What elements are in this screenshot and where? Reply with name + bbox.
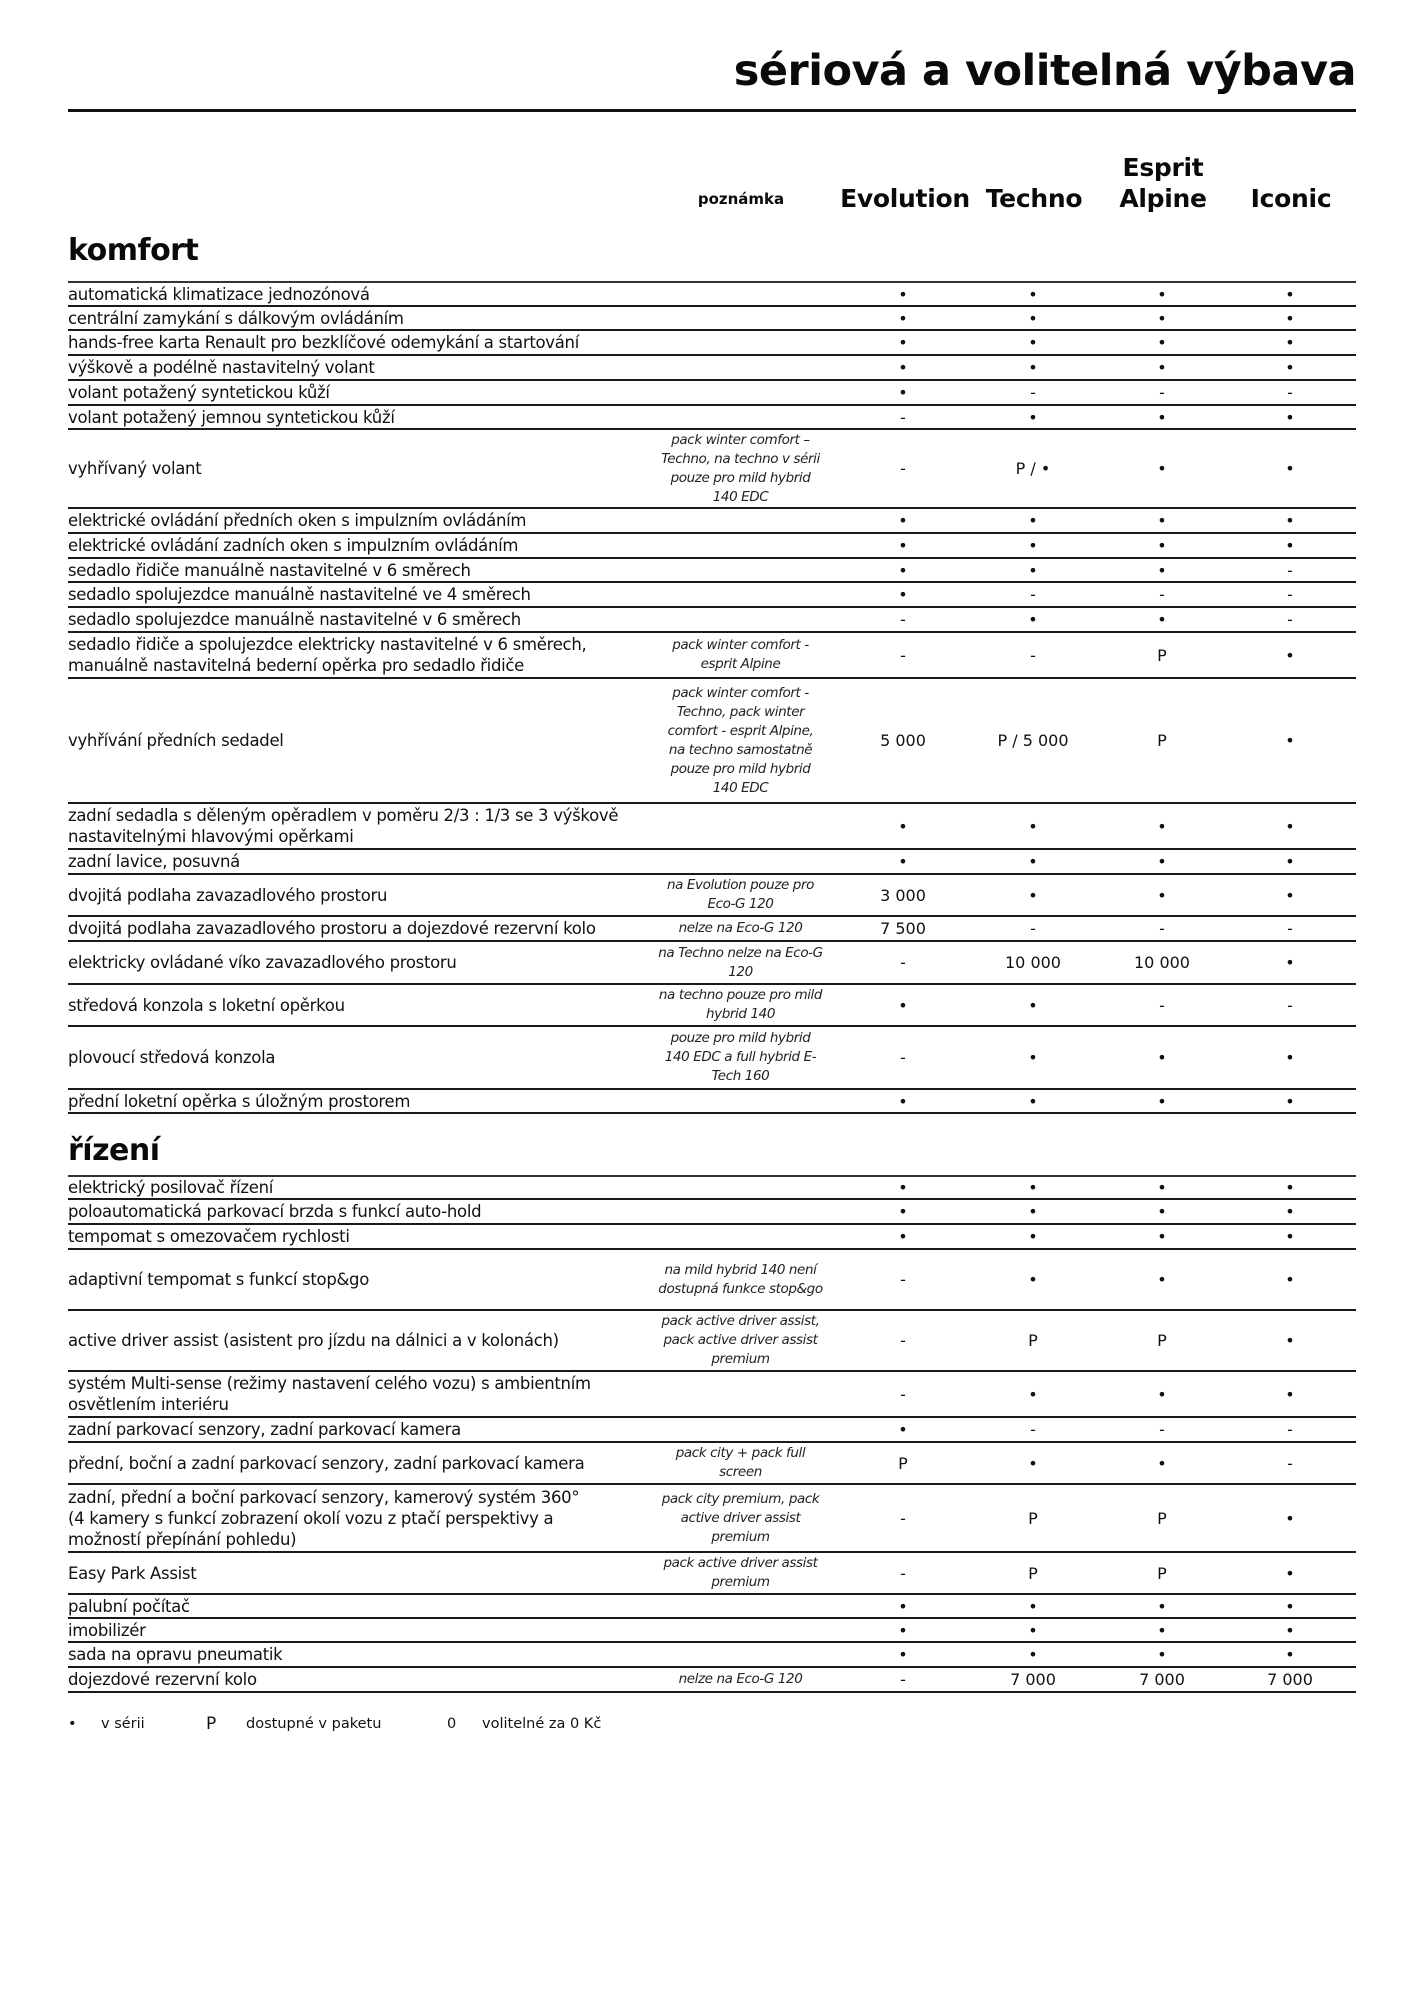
value-iconic: • [1285,1091,1295,1111]
value-iconic: - [1287,1420,1293,1439]
value-evolution: • [898,308,908,328]
value-esprit-alpine: - [1159,1420,1165,1439]
value-techno: - [1030,585,1036,604]
value-esprit-alpine: • [1157,1048,1167,1067]
value-esprit-alpine: • [1157,407,1167,427]
feature-label: elektricky ovládané víko zavazadlového prostoru [68,953,457,972]
feature-note: na techno pouze pro mild hybrid 140 [658,987,823,1022]
value-esprit-alpine: - [1159,919,1165,938]
value-evolution: • [898,560,908,580]
value-evolution: - [900,1331,906,1350]
value-techno: • [1028,284,1038,304]
value-evolution: • [898,1202,908,1221]
value-esprit-alpine: - [1159,585,1165,604]
feature-label: palubní počítač [68,1596,190,1616]
legend-symbol-zero: 0 [447,1716,457,1732]
value-evolution: • [898,852,908,871]
value-evolution: • [898,284,908,304]
value-iconic: • [1285,731,1295,750]
value-evolution: • [898,1178,908,1197]
table-row [68,1595,1356,1619]
value-techno: • [1028,885,1038,905]
value-esprit-alpine: P [1157,731,1167,750]
feature-label: volant potažený syntetickou kůží [68,383,330,402]
value-esprit-alpine: • [1157,1620,1167,1640]
value-iconic: • [1285,1270,1295,1289]
value-esprit-alpine: • [1157,1227,1167,1246]
value-techno: • [1028,816,1038,836]
feature-label: poloautomatická parkovací brzda s funkcí auto-hold [68,1202,482,1221]
feature-label: dvojitá podlaha zavazadlového prostoru [68,885,388,905]
value-evolution: - [900,1670,906,1689]
table-row [68,534,1356,559]
value-esprit-alpine: • [1157,1453,1167,1473]
column-header-line1 [1221,152,1361,183]
value-iconic: • [1285,1563,1295,1583]
value-techno: • [1028,852,1038,871]
value-evolution: P [898,1453,908,1473]
value-esprit-alpine: • [1157,536,1167,555]
value-iconic: • [1285,333,1295,352]
value-evolution: - [900,407,906,427]
table-row [68,1668,1356,1693]
section-title-komfort: komfort [68,233,199,268]
feature-label: zadní parkovací senzory, zadní parkovací kamera [68,1420,461,1439]
value-iconic: • [1285,1596,1295,1616]
feature-note: nelze na Eco-G 120 [678,1671,803,1687]
value-esprit-alpine: P [1157,1331,1167,1350]
table-row [68,1418,1356,1443]
value-evolution: - [900,610,906,629]
value-iconic: • [1285,511,1295,530]
table-row [68,1225,1356,1250]
value-evolution: 7 500 [880,919,926,938]
feature-label: zadní, přední a boční parkovací senzory, kamerový systém 360° (4 kamery s funkcí zobrazení okolí vozu z ptačí perspektivy a možností přepínání pohledu) [68,1487,580,1549]
value-iconic: • [1285,1620,1295,1640]
feature-label: Easy Park Assist [68,1563,197,1583]
table-row [68,381,1356,406]
feature-note: pack active driver assist premium [663,1555,818,1590]
feature-label: zadní lavice, posuvná [68,852,240,871]
value-esprit-alpine: 7 000 [1139,1670,1185,1689]
legend-symbol-package: P [206,1714,217,1734]
table-row [68,850,1356,875]
value-techno: • [1028,407,1038,427]
value-iconic: • [1285,816,1295,836]
feature-note: pack winter comfort - Techno, pack winter comfort - esprit Alpine, na techno samostatně pouze pro mild hybrid 140 EDC [667,684,814,796]
value-evolution: • [898,1227,908,1246]
feature-label: sedadlo řidiče manuálně nastavitelné v 6 směrech [68,560,471,580]
table-row [68,679,1356,804]
table-row [68,281,1356,307]
value-techno: - [1030,383,1036,402]
value-iconic: • [1285,284,1295,304]
value-techno: • [1028,536,1038,555]
value-evolution: • [898,1620,908,1640]
table-row [68,1485,1356,1553]
feature-label: sedadlo spolujezdce manuálně nastavitelné ve 4 směrech [68,585,531,604]
value-iconic: 7 000 [1267,1670,1313,1689]
value-evolution: 3 000 [880,885,926,905]
value-esprit-alpine: • [1157,459,1167,478]
table-row [68,608,1356,633]
value-evolution: - [900,1508,906,1528]
table-row [68,406,1356,430]
value-techno: - [1030,1420,1036,1439]
value-techno: • [1028,1596,1038,1616]
comfort-table [68,281,1356,1114]
table-row [68,509,1356,534]
value-esprit-alpine: • [1157,816,1167,836]
feature-note: pack active driver assist, pack active driver assist premium [661,1313,820,1367]
value-iconic: • [1285,459,1295,478]
value-esprit-alpine: • [1157,1596,1167,1616]
table-row [68,331,1356,356]
feature-note: pack winter comfort - esprit Alpine [672,637,809,672]
column-header-line1: Esprit [1122,153,1204,182]
value-esprit-alpine: - [1159,995,1165,1015]
feature-label: volant potažený jemnou syntetickou kůží [68,407,395,427]
feature-note: na Evolution pouze pro Eco-G 120 [666,877,814,912]
value-esprit-alpine: • [1157,1384,1167,1404]
feature-label: vyhřívaný volant [68,459,202,478]
feature-label: vyhřívání předních sedadel [68,731,284,750]
value-techno: • [1028,1384,1038,1404]
value-evolution: • [898,383,908,402]
column-header-evolution [835,152,975,214]
value-evolution: - [900,1048,906,1067]
value-techno: • [1028,1645,1038,1664]
legend-text-package: dostupné v paketu [246,1716,382,1732]
value-iconic: - [1287,610,1293,629]
value-iconic: • [1285,1048,1295,1067]
table-row [68,1175,1356,1200]
value-techno: - [1030,919,1036,938]
feature-label: adaptivní tempomat s funkcí stop&go [68,1270,370,1289]
feature-label: systém Multi-sense (režimy nastavení celého vozu) s ambientním osvětlením interiéru [68,1374,591,1414]
feature-label: imobilizér [68,1620,146,1640]
value-esprit-alpine: • [1157,1091,1167,1111]
value-techno: • [1028,1178,1038,1197]
value-evolution: 5 000 [880,731,926,750]
value-techno: P / 5 000 [997,731,1069,750]
value-techno: • [1028,995,1038,1015]
value-iconic: • [1285,1384,1295,1404]
value-techno: • [1028,1270,1038,1289]
table-row [68,559,1356,583]
legend-text-standard: v sérii [101,1716,145,1732]
table-row [68,804,1356,850]
value-techno: • [1028,308,1038,328]
value-esprit-alpine: • [1157,1202,1167,1221]
value-esprit-alpine: • [1157,852,1167,871]
value-techno: • [1028,1227,1038,1246]
value-techno: 7 000 [1010,1670,1056,1689]
feature-note: na mild hybrid 140 není dostupná funkce stop&go [658,1261,823,1297]
value-evolution: • [898,1596,908,1616]
value-iconic: • [1285,852,1295,871]
value-esprit-alpine: • [1157,308,1167,328]
value-iconic: - [1287,560,1293,580]
value-iconic: • [1285,308,1295,328]
value-techno: • [1028,1091,1038,1111]
value-techno: P / • [1015,459,1051,478]
value-iconic: - [1287,585,1293,604]
value-techno: • [1028,333,1038,352]
value-esprit-alpine: • [1157,1178,1167,1197]
feature-label: dvojitá podlaha zavazadlového prostoru a dojezdové rezervní kolo [68,919,596,938]
feature-label: plovoucí středová konzola [68,1048,276,1067]
table-row [68,1553,1356,1595]
feature-note: pack winter comfort – Techno, na techno v sérii pouze pro mild hybrid 140 EDC [661,431,820,505]
value-evolution: • [898,816,908,836]
value-esprit-alpine: • [1157,560,1167,580]
feature-label: elektrické ovládání zadních oken s impulzním ovládáním [68,536,519,555]
column-header-line1 [835,152,975,183]
feature-note: pack city premium, pack active driver assist premium [661,1490,820,1545]
feature-label: přední loketní opěrka s úložným prostorem [68,1091,411,1111]
value-iconic: • [1285,953,1295,972]
table-row [68,307,1356,331]
value-techno: • [1028,560,1038,580]
table-row [68,583,1356,608]
table-row [68,985,1356,1027]
value-techno: P [1028,1331,1038,1350]
table-row [68,1200,1356,1225]
feature-label: hands-free karta Renault pro bezklíčové odemykání a startování [68,333,580,352]
feature-label: středová konzola s loketní opěrkou [68,995,345,1015]
column-header-esprit-alpine [1093,152,1233,214]
value-iconic: • [1285,645,1295,665]
value-evolution: • [898,358,908,377]
column-header-line2: Iconic [1250,184,1332,213]
value-techno: • [1028,511,1038,530]
legend-symbol-standard: • [68,1716,77,1732]
table-row [68,942,1356,985]
feature-note: pack city + pack full screen [675,1445,806,1480]
value-evolution: - [900,1270,906,1289]
section-title-rizeni: řízení [68,1133,160,1168]
value-iconic: • [1285,1645,1295,1664]
value-techno: • [1028,610,1038,629]
value-iconic: • [1285,1178,1295,1197]
feature-label: zadní sedadla s děleným opěradlem v poměru 2/3 : 1/3 se 3 výškově nastavitelnými hlavovými opěrkami [68,806,619,846]
table-row [68,1643,1356,1668]
value-techno: • [1028,358,1038,377]
value-esprit-alpine: • [1157,511,1167,530]
value-iconic: • [1285,1331,1295,1350]
value-evolution: • [898,511,908,530]
feature-label: sedadlo spolujezdce manuálně nastavitelné v 6 směrech [68,610,521,629]
value-evolution: - [900,1384,906,1404]
value-esprit-alpine: • [1157,284,1167,304]
legend-text-zero: volitelné za 0 Kč [482,1716,602,1732]
value-iconic: • [1285,1202,1295,1221]
table-row [68,1619,1356,1643]
table-row [68,875,1356,917]
value-esprit-alpine: • [1157,610,1167,629]
value-esprit-alpine: • [1157,1270,1167,1289]
value-iconic: • [1285,407,1295,427]
value-esprit-alpine: • [1157,885,1167,905]
value-esprit-alpine: 10 000 [1134,953,1190,972]
page-title: sériová a volitelná výbava [733,46,1356,96]
feature-label: tempomat s omezovačem rychlosti [68,1227,350,1246]
value-techno: P [1028,1563,1038,1583]
value-iconic: • [1285,1508,1295,1528]
feature-label: přední, boční a zadní parkovací senzory, zadní parkovací kamera [68,1453,585,1473]
column-header-iconic [1221,152,1361,214]
feature-label: centrální zamykání s dálkovým ovládáním [68,308,404,328]
value-esprit-alpine: P [1157,645,1167,665]
table-row [68,633,1356,679]
feature-label: active driver assist (asistent pro jízdu na dálnici a v kolonách) [68,1331,559,1350]
value-esprit-alpine: P [1157,1563,1167,1583]
feature-label: výškově a podélně nastavitelný volant [68,358,375,377]
value-evolution: - [900,1563,906,1583]
feature-label: sedadlo řidiče a spolujezdce elektricky nastavitelné v 6 směrech, manuálně nastavitelná bederní opěrka pro sedadlo řidiče [68,635,587,675]
column-header-note: poznámka [697,190,785,208]
feature-note: pouze pro mild hybrid 140 EDC a full hybrid E-Tech 160 [664,1030,817,1084]
value-iconic: - [1287,919,1293,938]
column-header-techno [964,152,1104,214]
value-evolution: • [898,585,908,604]
value-esprit-alpine: • [1157,358,1167,377]
value-iconic: • [1285,885,1295,905]
table-row [68,1443,1356,1485]
feature-label: elektrické ovládání předních oken s impulzním ovládáním [68,511,527,530]
title-divider [68,109,1356,112]
column-header-line2: Techno [985,184,1083,213]
table-row [68,1090,1356,1114]
value-iconic: • [1285,536,1295,555]
table-row [68,430,1356,509]
table-row [68,917,1356,942]
value-techno: - [1030,645,1036,665]
table-row [68,1372,1356,1418]
value-evolution: • [898,995,908,1015]
value-evolution: • [898,536,908,555]
feature-note: na Techno nelze na Eco-G 120 [658,944,823,980]
value-esprit-alpine: • [1157,1645,1167,1664]
table-row [68,1027,1356,1090]
value-evolution: - [900,953,906,972]
value-evolution: - [900,459,906,478]
value-iconic: - [1287,383,1293,402]
feature-label: automatická klimatizace jednozónová [68,284,370,304]
table-row [68,1311,1356,1372]
table-row [68,1250,1356,1311]
value-iconic: • [1285,1227,1295,1246]
value-esprit-alpine: - [1159,383,1165,402]
column-header-line2: Alpine [1119,184,1207,213]
value-evolution: • [898,1420,908,1439]
value-evolution: - [900,645,906,665]
value-techno: P [1028,1508,1038,1528]
value-evolution: • [898,1645,908,1664]
feature-label: elektrický posilovač řízení [68,1178,274,1197]
value-esprit-alpine: • [1157,333,1167,352]
steering-table [68,1175,1356,1693]
value-iconic: - [1287,995,1293,1015]
column-header-line1 [964,152,1104,183]
value-techno: • [1028,1453,1038,1473]
value-techno: • [1028,1048,1038,1067]
feature-label: sada na opravu pneumatik [68,1645,283,1664]
value-iconic: • [1285,358,1295,377]
feature-note: nelze na Eco-G 120 [678,920,803,936]
column-header-line2: Evolution [840,184,970,213]
value-techno: 10 000 [1005,953,1061,972]
value-evolution: • [898,1091,908,1111]
value-evolution: • [898,333,908,352]
table-row [68,356,1356,381]
value-techno: • [1028,1620,1038,1640]
value-esprit-alpine: P [1157,1508,1167,1528]
value-techno: • [1028,1202,1038,1221]
value-iconic: - [1287,1453,1293,1473]
feature-label: dojezdové rezervní kolo [68,1670,257,1689]
